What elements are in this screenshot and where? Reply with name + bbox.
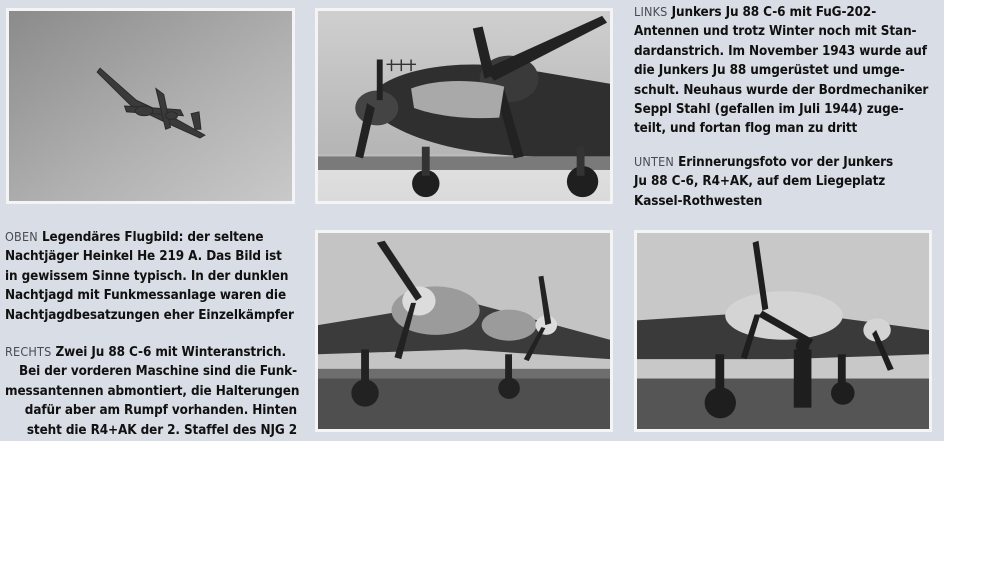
photo-he219-in-flight [6,8,295,204]
caption-links [634,2,928,139]
caption-line: steht die R4+AK der 2. Staffel des NJG 2 [26,422,297,438]
caption-line: Seppl Stahl (gefallen im Juli 1944) zuge- [634,102,904,118]
caption-keyword: UNTEN [634,154,675,169]
caption-line: Kassel-Rothwesten [634,193,763,209]
caption-line: Erinnerungsfoto vor der Junkers [678,155,894,170]
caption-line: in gewissem Sinne typisch. In der dunklen [5,268,289,284]
caption-line: die Junkers Ju 88 umgerüstet und umge- [634,63,905,79]
caption-line: Antennen und trotz Winter noch mit Stan- [634,24,917,40]
caption-line: Junkers Ju 88 C-6 mit FuG-202- [671,5,877,20]
caption-line: Nachtjagd mit Funkmessanlage waren die [5,288,287,304]
caption-oben [5,227,294,325]
photo-ju88-antennas [315,8,613,204]
photo-ju88-r4ak [634,230,932,432]
caption-line: Nachtjagdbesatzungen eher Einzelkämpfer [5,307,294,323]
caption-line: messantennen abmontiert, die Halterungen [5,383,300,399]
caption-line: Bei der vorderen Maschine sind die Funk- [19,364,297,380]
caption-line: Ju 88 C-6, R4+AK, auf dem Liegeplatz [634,174,886,190]
caption-unten [634,152,893,211]
caption-line: Nachtjäger Heinkel He 219 A. Das Bild ist [5,249,282,265]
caption-keyword: LINKS [634,4,668,19]
caption-rechts [5,342,300,440]
caption-line: schult. Neuhaus wurde der Bordmechaniker [634,82,929,98]
caption-line: Legendäres Flugbild: der seltene [41,230,264,245]
caption-line: dafür aber am Rumpf vorhanden. Hinten [24,403,297,419]
caption-line: dardanstrich. Im November 1943 wurde auf [634,43,927,59]
caption-keyword: OBEN [5,229,38,244]
photo-two-ju88-winter [315,230,613,432]
caption-line: Zwei Ju 88 C-6 mit Winteranstrich. [55,345,286,360]
caption-line: teilt, und fortan flog man zu dritt [634,121,858,137]
caption-keyword: RECHTS [5,344,52,359]
